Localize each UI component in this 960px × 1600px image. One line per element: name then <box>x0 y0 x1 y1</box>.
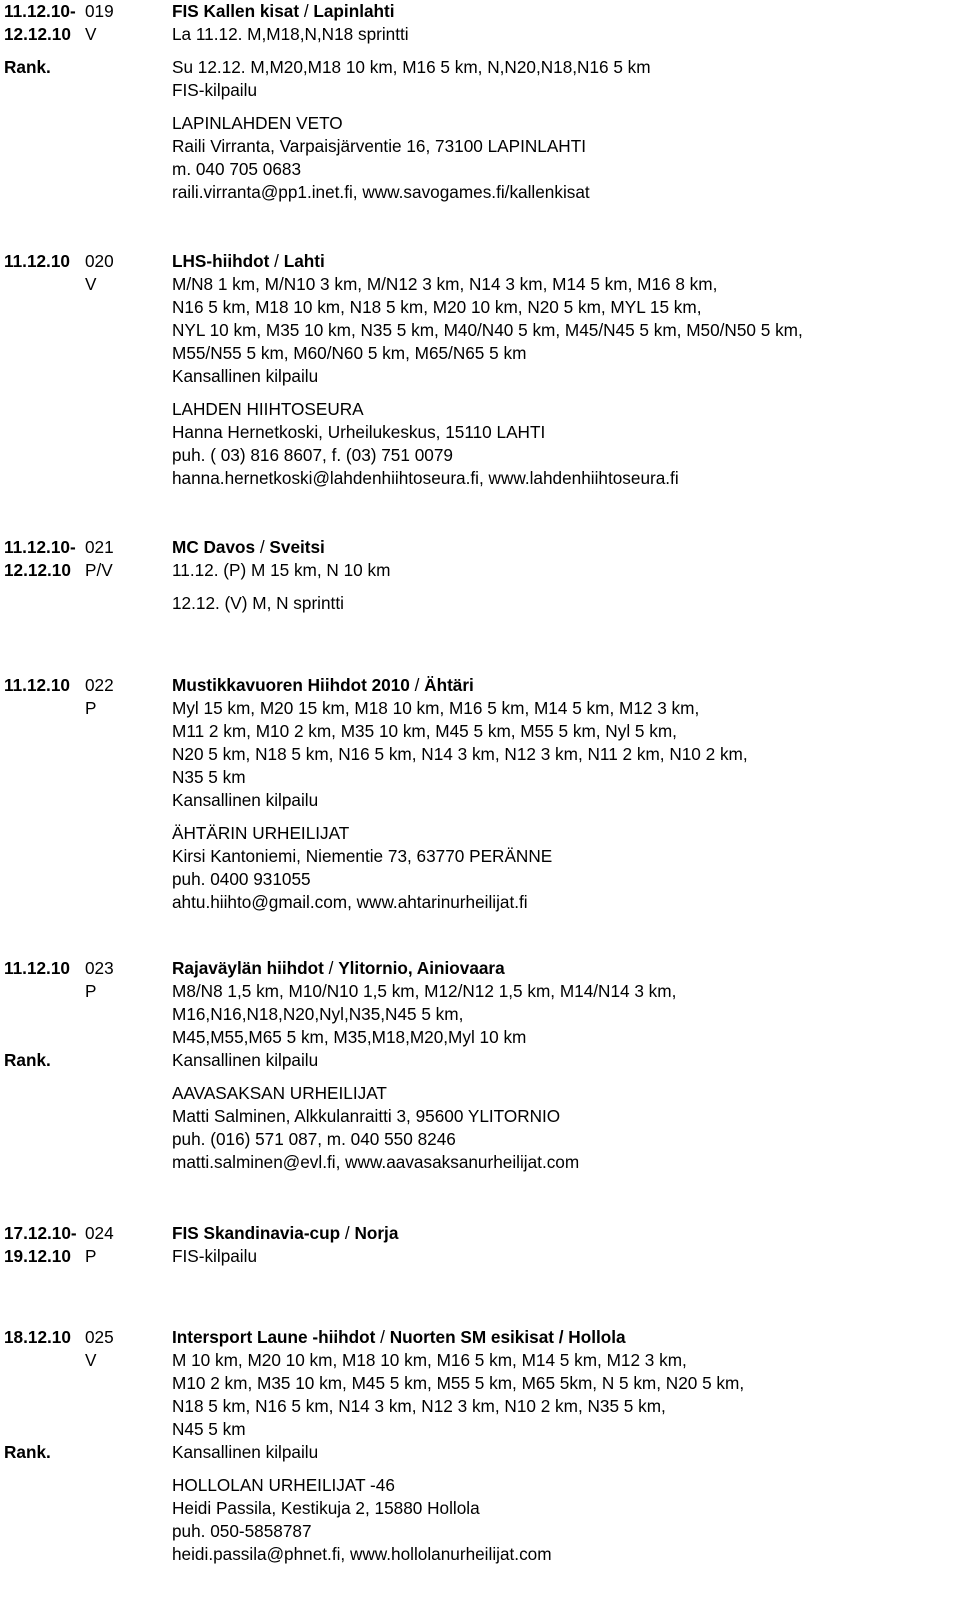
rank-label: Rank. <box>4 1442 51 1462</box>
event-number: 022 <box>85 675 114 695</box>
event-category: V <box>85 274 97 294</box>
event-detail-line: FIS-kilpailu <box>172 80 258 100</box>
title-separator: / <box>255 537 270 557</box>
blank-line <box>4 582 956 592</box>
text-row <box>4 1105 956 1128</box>
event-category: P/V <box>85 560 113 580</box>
text-row <box>4 720 956 743</box>
event-detail-line: Kansallinen kilpailu <box>172 1050 319 1070</box>
blank-line <box>4 1072 956 1082</box>
event-date: 11.12.10 <box>4 251 70 271</box>
event-heading <box>172 674 474 697</box>
event-detail-line: Kansallinen kilpailu <box>172 790 319 810</box>
text-row <box>4 467 956 490</box>
event-date: 12.12.10 <box>4 560 71 580</box>
event-detail-line: Hanna Hernetkoski, Urheilukeskus, 15110 LAHTI <box>172 422 546 442</box>
event-detail-line: N45 5 km <box>172 1419 246 1439</box>
event-category: V <box>85 1350 97 1370</box>
event-detail-line: heidi.passila@phnet.fi, www.hollolanurheilijat.com <box>172 1544 552 1564</box>
event-detail-line: FIS-kilpailu <box>172 1246 258 1266</box>
text-row <box>4 592 956 615</box>
event-detail-line: m. 040 705 0683 <box>172 159 302 179</box>
event-number: 025 <box>85 1327 114 1347</box>
event-detail-line: Heidi Passila, Kestikuja 2, 15880 Hollola <box>172 1498 480 1518</box>
event-date: 11.12.10 <box>4 958 70 978</box>
event-category: P <box>85 1246 97 1266</box>
title-separator: / <box>340 1223 355 1243</box>
text-row <box>4 421 956 444</box>
event-detail-line: N20 5 km, N18 5 km, N16 5 km, N14 3 km, N12 3 km, N11 2 km, N10 2 km, <box>172 744 748 764</box>
event-title: FIS Kallen kisat <box>172 1 300 21</box>
text-row <box>4 1128 956 1151</box>
text-row <box>4 1082 956 1105</box>
event-detail-line: La 11.12. M,M18,N,N18 sprintti <box>172 24 409 44</box>
text-row <box>4 891 956 914</box>
event-detail-line: Kansallinen kilpailu <box>172 1442 319 1462</box>
text-row <box>4 743 956 766</box>
event-date: 11.12.10- <box>4 1 76 21</box>
event-date: 11.12.10 <box>4 675 70 695</box>
event-date: 18.12.10 <box>4 1327 71 1347</box>
text-row <box>4 1474 956 1497</box>
event-number: 024 <box>85 1223 114 1243</box>
event-number: 020 <box>85 251 114 271</box>
text-row <box>4 674 956 697</box>
text-row <box>4 319 956 342</box>
text-row <box>4 1543 956 1566</box>
event-detail-line: puh. ( 03) 816 8607, f. (03) 751 0079 <box>172 445 453 465</box>
event-title: FIS Skandinavia-cup <box>172 1223 341 1243</box>
event-detail-line: Raili Virranta, Varpaisjärventie 16, 73100 LAPINLAHTI <box>172 136 586 156</box>
event-detail-line: M10 2 km, M35 10 km, M45 5 km, M55 5 km, M65 5km, N 5 km, N20 5 km, <box>172 1373 745 1393</box>
event-place: Lahti <box>283 251 325 271</box>
blank-line <box>4 812 956 822</box>
event-detail-line: M11 2 km, M10 2 km, M35 10 km, M45 5 km, M55 5 km, Nyl 5 km, <box>172 721 677 741</box>
event-title: MC Davos <box>172 537 256 557</box>
event-place: Lapinlahti <box>313 1 395 21</box>
event-place: Sveitsi <box>269 537 325 557</box>
event-detail-line: puh. 050-5858787 <box>172 1521 312 1541</box>
event-detail-line: ÄHTÄRIN URHEILIJAT <box>172 823 350 843</box>
text-row <box>4 1520 956 1543</box>
text-row <box>4 444 956 467</box>
event-title: Mustikkavuoren Hiihdot 2010 <box>172 675 410 695</box>
event-detail-line: M8/N8 1,5 km, M10/N10 1,5 km, M12/N12 1,5 km, M14/N14 3 km, <box>172 981 677 1001</box>
event-detail-line: M16,N16,N18,N20,Nyl,N35,N45 5 km, <box>172 1004 464 1024</box>
text-row <box>4 398 956 421</box>
event-detail-line: Matti Salminen, Alkkulanraitti 3, 95600 YLITORNIO <box>172 1106 561 1126</box>
event-title: LHS-hiihdot <box>172 251 270 271</box>
event-detail-line: AAVASAKSAN URHEILIJAT <box>172 1083 387 1103</box>
event-category: P <box>85 698 97 718</box>
text-row <box>4 56 956 79</box>
event-heading <box>172 1326 626 1349</box>
event-number: 019 <box>85 1 114 21</box>
event-detail-line: LAPINLAHDEN VETO <box>172 113 343 133</box>
event-entry <box>4 1222 956 1268</box>
text-row <box>4 1326 956 1349</box>
text-row <box>4 845 956 868</box>
text-row <box>4 766 956 789</box>
text-row <box>4 79 956 102</box>
text-row <box>4 1003 956 1026</box>
event-detail-line: hanna.hernetkoski@lahdenhiihtoseura.fi, www.lahdenhiihtoseura.fi <box>172 468 679 488</box>
event-detail-line: HOLLOLAN URHEILIJAT -46 <box>172 1475 395 1495</box>
title-separator: / <box>323 958 339 978</box>
event-title: Intersport Laune -hiihdot <box>172 1327 376 1347</box>
event-date: 12.12.10 <box>4 24 71 44</box>
event-entry <box>4 957 956 1174</box>
event-detail-line: raili.virranta@pp1.inet.fi, www.savogames.fi/kallenkisat <box>172 182 590 202</box>
rank-label: Rank. <box>4 57 51 77</box>
event-detail-line: Kirsi Kantoniemi, Niementie 73, 63770 PERÄNNE <box>172 846 553 866</box>
event-detail-line: N16 5 km, M18 10 km, N18 5 km, M20 10 km, N20 5 km, MYL 15 km, <box>172 297 702 317</box>
event-detail-line: LAHDEN HIIHTOSEURA <box>172 399 364 419</box>
event-detail-line: M 10 km, M20 10 km, M18 10 km, M16 5 km, M14 5 km, M12 3 km, <box>172 1350 687 1370</box>
text-row <box>4 1395 956 1418</box>
text-row <box>4 23 956 46</box>
text-row <box>4 957 956 980</box>
text-row <box>4 135 956 158</box>
text-row <box>4 697 956 720</box>
event-detail-line: Su 12.12. M,M20,M18 10 km, M16 5 km, N,N20,N18,N16 5 km <box>172 57 651 77</box>
event-detail-line: Myl 15 km, M20 15 km, M18 10 km, M16 5 km, M14 5 km, M12 3 km, <box>172 698 700 718</box>
event-category: P <box>85 981 97 1001</box>
event-entry <box>4 536 956 615</box>
text-row <box>4 1222 956 1245</box>
event-detail-line: M45,M55,M65 5 km, M35,M18,M20,Myl 10 km <box>172 1027 527 1047</box>
text-row <box>4 1349 956 1372</box>
blank-line <box>4 1464 956 1474</box>
text-row <box>4 0 956 23</box>
text-row <box>4 1418 956 1441</box>
title-separator: / <box>409 675 425 695</box>
event-detail-line: ahtu.hiihto@gmail.com, www.ahtarinurheilijat.fi <box>172 892 528 912</box>
text-row <box>4 112 956 135</box>
event-detail-line: N18 5 km, N16 5 km, N14 3 km, N12 3 km, N10 2 km, N35 5 km, <box>172 1396 666 1416</box>
event-place: Ähtäri <box>424 675 474 695</box>
text-row <box>4 250 956 273</box>
event-detail-line: 11.12. (P) M 15 km, N 10 km <box>172 560 391 580</box>
event-detail-line: Kansallinen kilpailu <box>172 366 319 386</box>
event-date: 17.12.10- <box>4 1223 77 1243</box>
text-row <box>4 868 956 891</box>
text-row <box>4 365 956 388</box>
text-row <box>4 536 956 559</box>
rank-label: Rank. <box>4 1050 51 1070</box>
event-entry <box>4 250 956 490</box>
text-row <box>4 559 956 582</box>
event-heading <box>172 1222 398 1245</box>
event-category: V <box>85 24 97 44</box>
event-title: Rajaväylän hiihdot <box>172 958 324 978</box>
text-row <box>4 1151 956 1174</box>
text-row <box>4 1026 956 1049</box>
text-row <box>4 1245 956 1268</box>
text-row <box>4 1372 956 1395</box>
event-number: 021 <box>85 537 114 557</box>
title-separator: / <box>269 251 284 271</box>
event-detail-line: 12.12. (V) M, N sprintti <box>172 593 344 613</box>
event-detail-line: M/N8 1 km, M/N10 3 km, M/N12 3 km, N14 3 km, M14 5 km, M16 8 km, <box>172 274 718 294</box>
event-detail-line: puh. (016) 571 087, m. 040 550 8246 <box>172 1129 456 1149</box>
text-row <box>4 1497 956 1520</box>
event-number: 023 <box>85 958 114 978</box>
event-heading <box>172 957 505 980</box>
event-heading <box>172 250 325 273</box>
event-entry <box>4 674 956 914</box>
text-row <box>4 1049 956 1072</box>
event-detail-line: matti.salminen@evl.fi, www.aavasaksanurheilijat.com <box>172 1152 580 1172</box>
text-row <box>4 158 956 181</box>
event-place: Norja <box>354 1223 399 1243</box>
text-row <box>4 822 956 845</box>
event-detail-line: NYL 10 km, M35 10 km, N35 5 km, M40/N40 5 km, M45/N45 5 km, M50/N50 5 km, <box>172 320 803 340</box>
text-row <box>4 273 956 296</box>
event-entry <box>4 0 956 204</box>
text-row <box>4 296 956 319</box>
text-row <box>4 980 956 1003</box>
event-detail-line: M55/N55 5 km, M60/N60 5 km, M65/N65 5 km <box>172 343 527 363</box>
blank-line <box>4 46 956 56</box>
blank-line <box>4 102 956 112</box>
event-date: 11.12.10- <box>4 537 76 557</box>
event-entry <box>4 1326 956 1566</box>
text-row <box>4 1441 956 1464</box>
title-separator: / <box>299 1 314 21</box>
text-row <box>4 342 956 365</box>
blank-line <box>4 388 956 398</box>
event-heading <box>172 536 325 559</box>
text-row <box>4 789 956 812</box>
event-place: Ylitornio, Ainiovaara <box>338 958 505 978</box>
event-detail-line: N35 5 km <box>172 767 246 787</box>
event-date: 19.12.10 <box>4 1246 71 1266</box>
event-detail-line: puh. 0400 931055 <box>172 869 311 889</box>
event-place: Nuorten SM esikisat / Hollola <box>389 1327 626 1347</box>
title-separator: / <box>375 1327 390 1347</box>
text-row <box>4 181 956 204</box>
event-heading <box>172 0 395 23</box>
